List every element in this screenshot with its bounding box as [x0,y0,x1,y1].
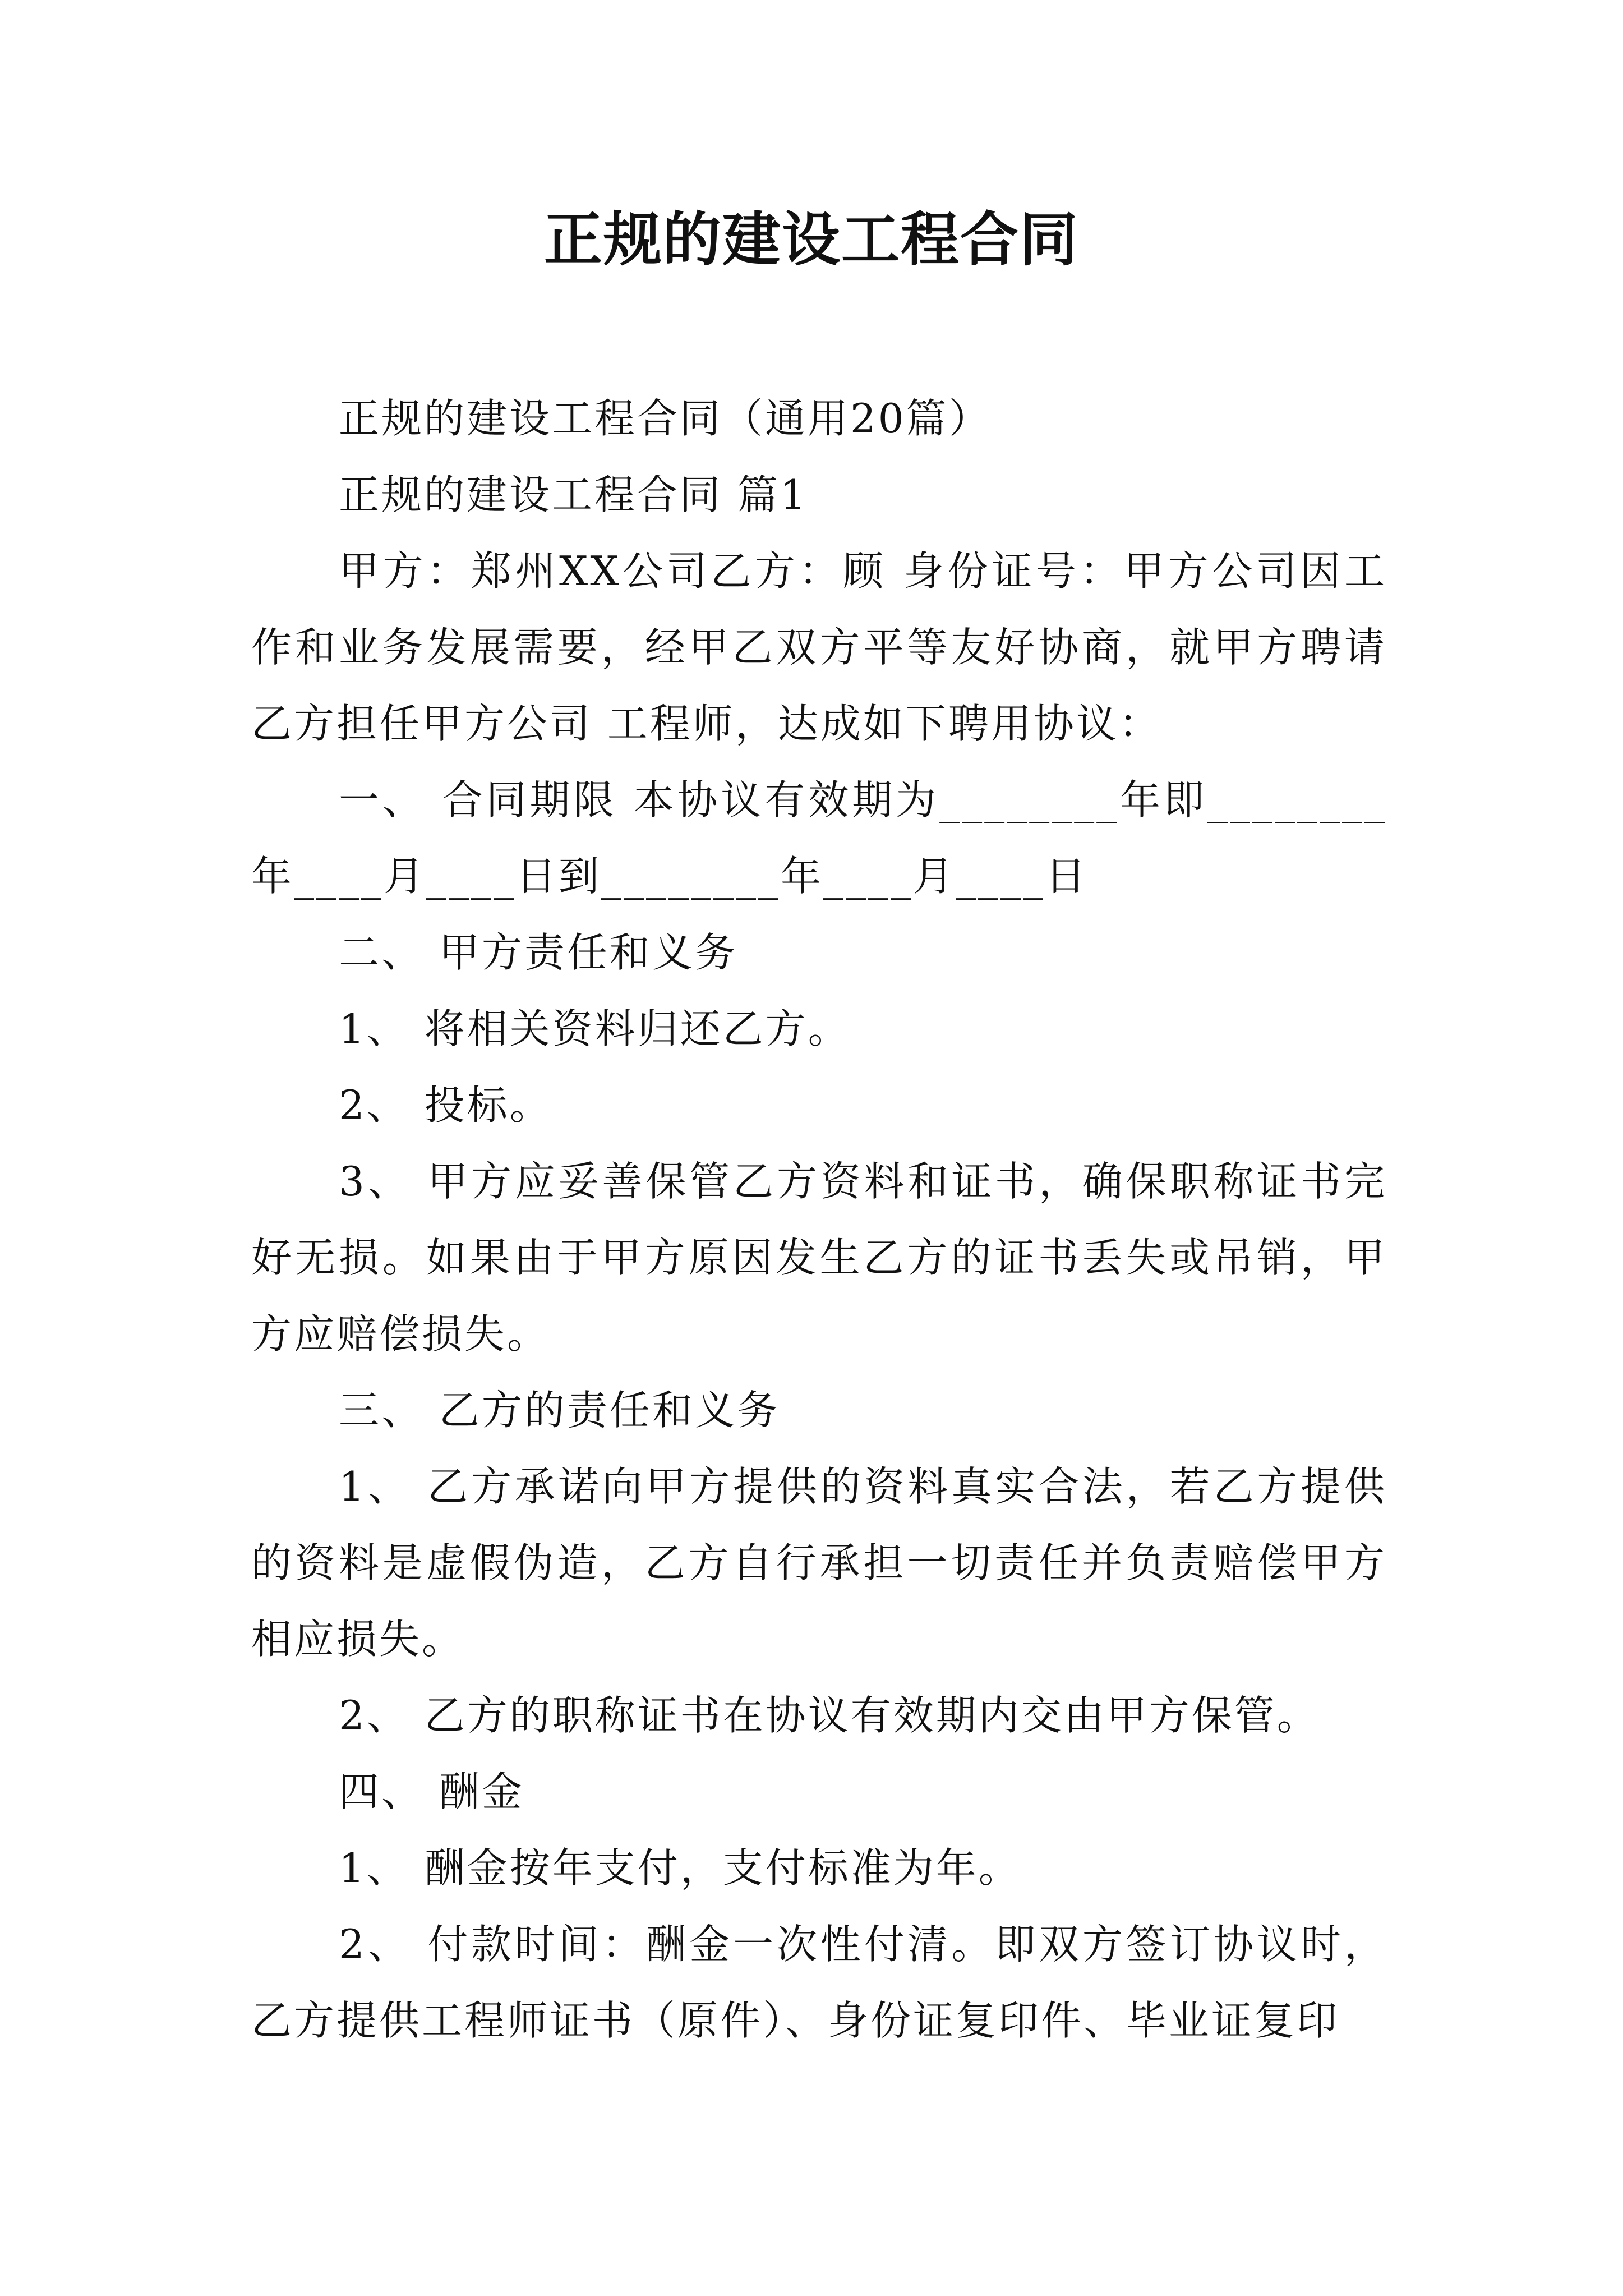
paragraph-parties: 甲方：郑州XX公司乙方：顾 身份证号：甲方公司因工作和业务发展需要，经甲乙双方平等友好协商，就甲方聘请乙方担任甲方公司 工程师，达成如下聘用协议： [251,547,1387,747]
paragraph-party-b-item-2: 2、 乙方的职称证书在协议有效期内交由甲方保管。 [339,1692,1320,1739]
paragraph-subtitle: 正规的建设工程合同（通用20篇） [339,395,992,442]
document-title: 正规的建设工程合同 [543,205,1079,274]
paragraph-section-heading: 正规的建设工程合同 篇1 [339,471,808,518]
paragraph-party-b-heading: 三、 乙方的责任和义务 [339,1387,780,1434]
paragraph-remuneration-heading: 四、 酬金 [339,1768,524,1815]
paragraph-remuneration-item-1: 1、 酬金按年支付，支付标准为年。 [339,1844,1021,1892]
paragraph-contract-term: 一、 合同期限 本协议有效期为________年即________年____月____日到________年____月____日 [251,776,1387,900]
paragraph-party-b-item-1: 1、 乙方承诺向甲方提供的资料真实合法，若乙方提供的资料是虚假伪造，乙方自行承担一切责任并负责赔偿甲方相应损失。 [251,1463,1387,1663]
paragraph-party-a-item-1: 1、 将相关资料归还乙方。 [339,1005,851,1052]
paragraph-party-a-item-3: 3、 甲方应妥善保管乙方资料和证书，确保职称证书完好无损。如果由于甲方原因发生乙方的证书丢失或吊销，甲方应赔偿损失。 [251,1158,1387,1358]
paragraph-remuneration-item-2: 2、 付款时间：酬金一次性付清。即双方签订协议时，乙方提供工程师证书（原件）、身份证复印件、毕业证复印 [251,1921,1387,2044]
paragraph-party-a-item-2: 2、 投标。 [339,1082,552,1129]
paragraph-party-a-heading: 二、 甲方责任和义务 [339,929,737,976]
document-body [251,380,1387,2059]
